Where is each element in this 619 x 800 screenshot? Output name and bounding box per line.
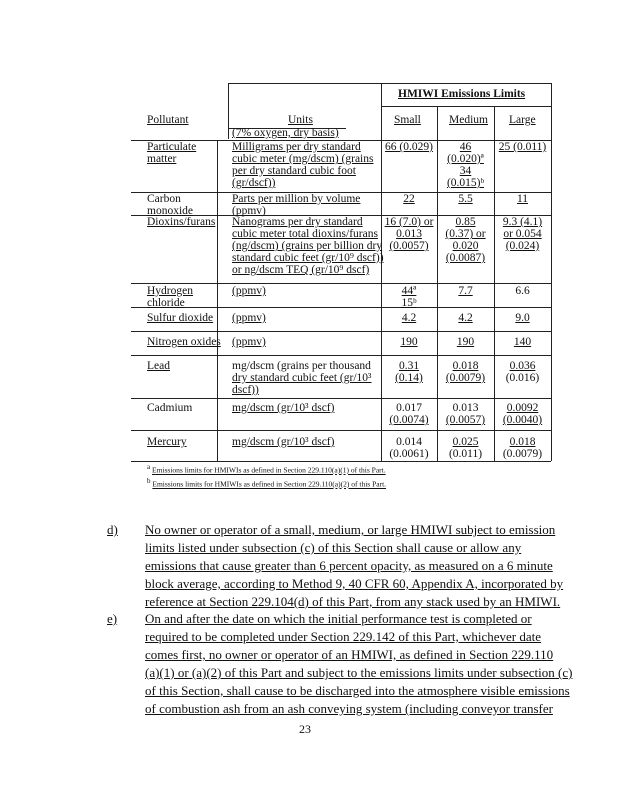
header-large: Large (509, 114, 536, 126)
header-pollutant: Pollutant (147, 114, 189, 126)
paragraph-d-label: d) (107, 522, 118, 537)
footnote-a: $^a$ Emissions limits for HMIWIs as defined in Section 229.110(a)(1) of this Part. (147, 463, 386, 475)
page-number: 23 (299, 722, 311, 736)
header-units: Units (288, 114, 313, 126)
table-group-header: HMIWI Emissions Limits (398, 88, 526, 100)
paragraph-e-label: e) (107, 611, 118, 626)
header-small: Small (394, 114, 421, 126)
header-medium: Medium (449, 114, 488, 126)
footnote-b: $^b$ Emissions limits for HMIWIs as defined in Section 229.110(a)(2) of this Part. (147, 477, 387, 489)
header-units-sub: (7% oxygen, dry basis) (232, 127, 339, 139)
